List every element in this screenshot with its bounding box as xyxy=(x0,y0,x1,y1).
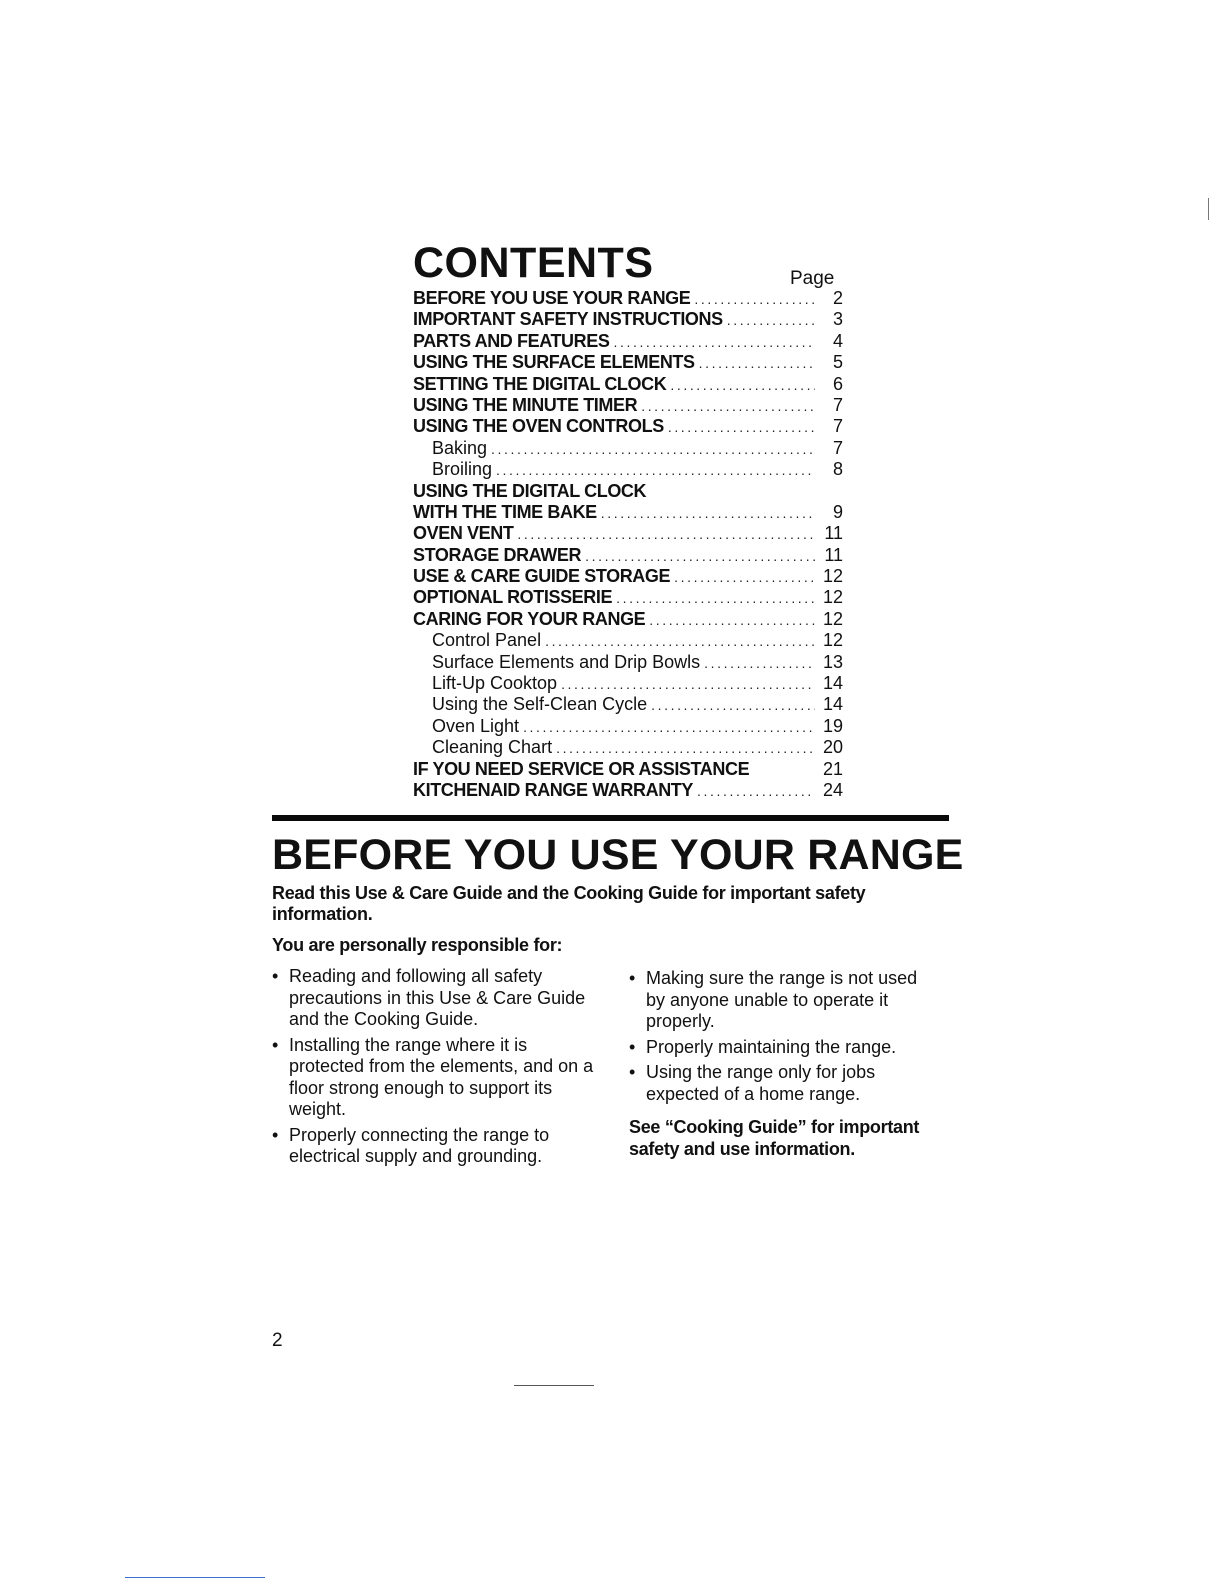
toc-subentry[interactable] xyxy=(413,652,843,673)
toc-entry-page: 11 xyxy=(824,523,843,544)
toc-entry-label: IMPORTANT SAFETY INSTRUCTIONS xyxy=(413,309,723,330)
list-item: • Properly connecting the range to electrical supply and grounding. xyxy=(272,1125,602,1168)
toc-entry-label: STORAGE DRAWER xyxy=(413,544,582,565)
toc-entry-label: BEFORE YOU USE YOUR RANGE xyxy=(413,288,691,308)
toc-entry-label: Control Panel xyxy=(432,630,542,651)
toc-entry-label: IF YOU NEED SERVICE OR ASSISTANCE xyxy=(413,758,750,779)
toc-entry-page: 12 xyxy=(822,566,843,587)
toc-leader xyxy=(694,289,815,310)
list-item: • Installing the range where it is protected from the elements, and on a floor strong enough to support its weight. xyxy=(272,1035,602,1121)
responsibility-heading: You are personally responsible for: xyxy=(272,935,563,955)
intro-text: Read this Use & Care Guide and the Cooking Guide for important safety information. xyxy=(272,883,866,924)
toc-entry-page: 20 xyxy=(822,737,843,758)
toc-entry-label: USING THE SURFACE ELEMENTS xyxy=(413,352,695,373)
toc-leader xyxy=(556,738,815,759)
scan-margin-mark xyxy=(1208,198,1209,220)
toc-entry-label: Cleaning Chart xyxy=(432,737,553,758)
toc-entry[interactable] xyxy=(413,759,843,780)
toc-leader xyxy=(561,674,815,695)
toc-entry-label: USE & CARE GUIDE STORAGE xyxy=(413,566,671,587)
scan-artifact-line xyxy=(125,1577,265,1578)
toc-entry-page: 11 xyxy=(824,544,843,565)
toc-entry-page: 9 xyxy=(832,501,843,522)
toc-entry-page: 12 xyxy=(822,630,843,651)
contents-section xyxy=(413,240,843,801)
toc-subentry[interactable] xyxy=(413,438,843,459)
toc-leader xyxy=(517,524,815,545)
toc-leader xyxy=(523,717,815,738)
toc-leader xyxy=(613,332,815,353)
toc-entry[interactable] xyxy=(413,609,843,630)
scan-artifact-line xyxy=(514,1385,594,1386)
toc-leader xyxy=(670,375,815,396)
toc-entry[interactable] xyxy=(413,374,843,395)
list-item: • Properly maintaining the range. xyxy=(629,1037,939,1059)
section-heading: BEFORE YOU USE YOUR RANGE xyxy=(272,831,964,879)
toc-entry-page: 7 xyxy=(832,416,843,437)
list-item: • Reading and following all safety precautions in this Use & Care Guide and the Cooking Guide. xyxy=(272,966,602,1031)
toc-entry[interactable] xyxy=(413,352,843,373)
toc-entry-label: USING THE OVEN CONTROLS xyxy=(413,416,664,437)
list-item: • Making sure the range is not used by anyone unable to operate it properly. xyxy=(629,968,939,1033)
toc-entry-page: 5 xyxy=(832,352,843,373)
toc-entry[interactable] xyxy=(413,416,843,437)
toc-entry[interactable] xyxy=(413,288,843,309)
toc-entry-label: Broiling xyxy=(432,459,493,480)
toc-leader xyxy=(641,396,815,417)
toc-leader xyxy=(668,417,815,438)
toc-entry[interactable] xyxy=(413,523,843,544)
toc-leader xyxy=(585,546,815,567)
toc-entry-label: Oven Light xyxy=(432,715,520,736)
toc-entry-page: 2 xyxy=(832,288,843,308)
contents-title: CONTENTS xyxy=(413,239,654,287)
toc-entry-page: 13 xyxy=(822,651,843,672)
toc-entry[interactable] xyxy=(413,395,843,416)
toc-entry[interactable] xyxy=(413,545,843,566)
toc-entry-label: PARTS AND FEATURES xyxy=(413,330,610,351)
section-divider xyxy=(272,815,949,821)
toc-entry-page: 4 xyxy=(832,330,843,351)
toc-leader xyxy=(651,695,815,716)
toc-subentry[interactable] xyxy=(413,630,843,651)
toc-subentry[interactable] xyxy=(413,716,843,737)
toc-entry-page: 8 xyxy=(832,459,843,480)
toc-entry[interactable] xyxy=(413,331,843,352)
table-of-contents xyxy=(413,288,843,801)
toc-entry[interactable] xyxy=(413,566,843,587)
toc-entry-page: 19 xyxy=(822,715,843,736)
toc-entry-page: 24 xyxy=(822,779,843,800)
page-column-label: Page xyxy=(790,268,835,289)
toc-leader xyxy=(491,439,815,460)
toc-leader xyxy=(545,631,815,652)
responsibility-list-left xyxy=(272,966,602,1172)
toc-entry[interactable] xyxy=(413,780,843,801)
see-cooking-guide-note: See “Cooking Guide” for important safety and use information. xyxy=(629,1117,920,1159)
toc-entry-label: WITH THE TIME BAKE xyxy=(413,501,597,522)
toc-entry-page: 3 xyxy=(832,309,843,330)
list-item: • Using the range only for jobs expected of a home range. xyxy=(629,1062,939,1105)
toc-entry-label: USING THE MINUTE TIMER xyxy=(413,394,638,415)
toc-leader xyxy=(699,353,815,374)
toc-leader xyxy=(704,653,815,674)
toc-entry-label: CARING FOR YOUR RANGE xyxy=(413,608,646,629)
toc-leader xyxy=(697,781,815,802)
toc-entry-label: Using the Self-Clean Cycle xyxy=(432,694,648,715)
toc-entry-label: OPTIONAL ROTISSERIE xyxy=(413,587,613,608)
toc-leader xyxy=(674,567,815,588)
toc-entry-page: 7 xyxy=(832,394,843,415)
toc-entry[interactable] xyxy=(413,481,843,502)
toc-entry-label: OVEN VENT xyxy=(413,523,514,544)
toc-leader xyxy=(496,460,815,481)
toc-subentry[interactable] xyxy=(413,694,843,715)
toc-entry-page: 14 xyxy=(822,673,843,694)
toc-subentry[interactable] xyxy=(413,737,843,758)
toc-entry-label: USING THE DIGITAL CLOCK xyxy=(413,480,647,501)
toc-entry-label: SETTING THE DIGITAL CLOCK xyxy=(413,373,667,394)
toc-entry-label: Baking xyxy=(432,437,488,458)
toc-entry-page: 12 xyxy=(822,587,843,608)
toc-leader xyxy=(649,610,815,631)
toc-leader xyxy=(616,588,815,609)
page-number: 2 xyxy=(272,1330,283,1351)
toc-entry-page: 21 xyxy=(822,758,843,779)
toc-leader xyxy=(601,503,815,524)
toc-entry-page: 7 xyxy=(832,437,843,458)
toc-entry-page: 6 xyxy=(832,373,843,394)
toc-entry[interactable] xyxy=(413,309,843,330)
toc-leader xyxy=(727,310,815,331)
toc-entry-label: Lift-Up Cooktop xyxy=(432,673,558,694)
toc-entry-label: Surface Elements and Drip Bowls xyxy=(432,651,701,672)
toc-subentry[interactable] xyxy=(413,459,843,480)
responsibility-list-right xyxy=(629,968,939,1109)
toc-subentry[interactable] xyxy=(413,673,843,694)
toc-entry[interactable] xyxy=(413,502,843,523)
toc-entry[interactable] xyxy=(413,587,843,608)
toc-entry-page: 12 xyxy=(822,608,843,629)
toc-entry-label: KITCHENAID RANGE WARRANTY xyxy=(413,779,693,800)
toc-entry-page: 14 xyxy=(822,694,843,715)
